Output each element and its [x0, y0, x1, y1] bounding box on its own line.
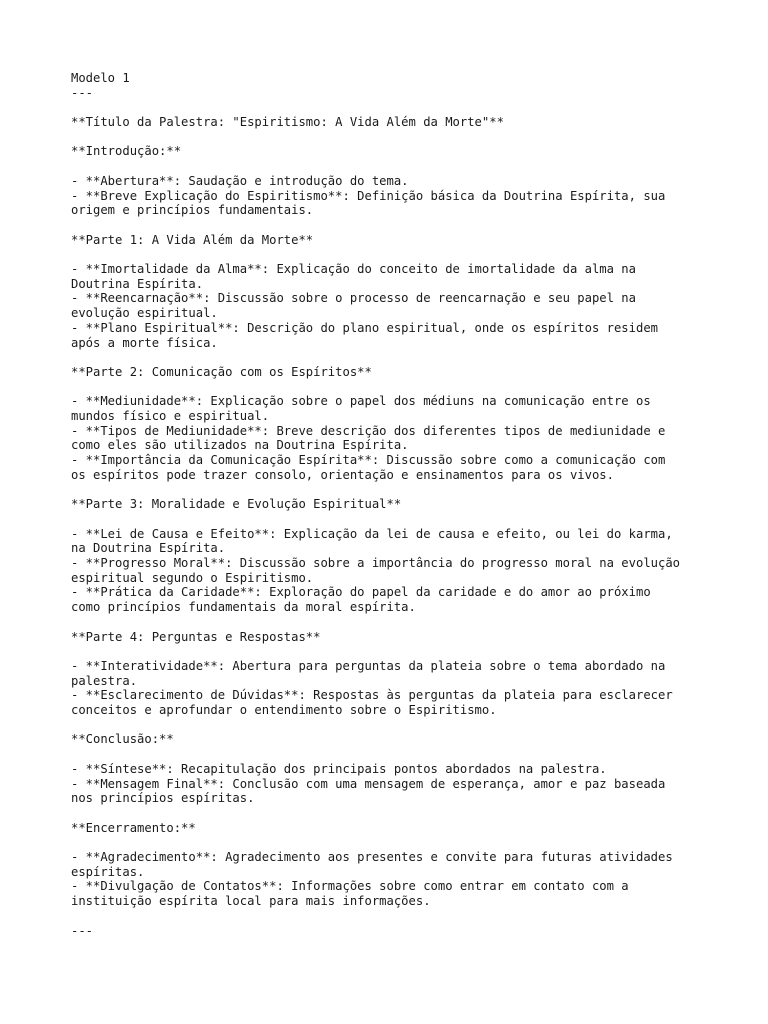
doc-line: - **Progresso Moral**: Discussão sobre a importância do progresso moral na evolução: [71, 556, 681, 571]
doc-line: - **Reencarnação**: Discussão sobre o processo de reencarnação e seu papel na: [71, 291, 636, 306]
doc-line: [71, 380, 731, 395]
doc-line: Modelo 1: [71, 71, 130, 85]
doc-line: conceitos e aprofundar o entendimento sobre o Espiritismo.: [71, 703, 497, 718]
doc-line: [71, 806, 731, 821]
doc-line: - **Mediunidade**: Explicação sobre o papel dos médiuns na comunicação entre os: [71, 394, 651, 409]
doc-line: - **Divulgação de Contatos**: Informações sobre como entrar em contato com a: [71, 879, 629, 894]
doc-line: - **Mensagem Final**: Conclusão com uma mensagem de esperança, amor e paz baseada: [71, 776, 666, 791]
doc-line: - **Prática da Caridade**: Exploração do papel da caridade e do amor ao próximo: [71, 585, 651, 600]
doc-line: - **Importância da Comunicação Espírita**: Discussão sobre como a comunicação com: [71, 453, 666, 468]
doc-line: instituição espírita local para mais informações.: [71, 894, 431, 909]
doc-line: [71, 100, 731, 115]
doc-line: **Parte 1: A Vida Além da Morte**: [71, 232, 314, 247]
doc-line: [71, 512, 731, 527]
doc-line: [71, 835, 731, 850]
doc-line: - **Agradecimento**: Agradecimento aos presentes e convite para futuras atividades: [71, 850, 673, 865]
doc-line: **Conclusão:**: [71, 732, 174, 747]
doc-line: [71, 247, 731, 262]
document-body: [71, 71, 731, 938]
doc-line: nos princípios espíritas.: [71, 791, 255, 806]
doc-line: como princípios fundamentais da moral espírita.: [71, 600, 416, 615]
doc-line: [71, 718, 731, 733]
doc-line: - **Interatividade**: Abertura para perguntas da plateia sobre o tema abordado na: [71, 658, 666, 673]
doc-line: [71, 130, 731, 145]
doc-line: espíritas.: [71, 864, 145, 879]
doc-line: - **Plano Espiritual**: Descrição do plano espiritual, onde os espíritos residem: [71, 320, 658, 335]
doc-line: - **Síntese**: Recapitulação dos principais pontos abordados na palestra.: [71, 761, 607, 776]
doc-line: espiritual segundo o Espiritismo.: [71, 570, 314, 585]
doc-line: [71, 747, 731, 762]
doc-line: [71, 909, 731, 924]
doc-line: - **Imortalidade da Alma**: Explicação do conceito de imortalidade da alma na: [71, 262, 636, 277]
doc-line: **Introdução:**: [71, 144, 182, 159]
doc-line: os espíritos pode trazer consolo, orientação e ensinamentos para os vivos.: [71, 467, 614, 482]
doc-line: [71, 615, 731, 630]
doc-line: - **Esclarecimento de Dúvidas**: Respostas às perguntas da plateia para esclarecer: [71, 688, 673, 703]
doc-line: [71, 644, 731, 659]
doc-line: mundos físico e espiritual.: [71, 409, 270, 424]
doc-line: ---: [71, 923, 94, 938]
doc-line: **Parte 3: Moralidade e Evolução Espiritual**: [71, 497, 402, 512]
doc-line: - **Lei de Causa e Efeito**: Explicação da lei de causa e efeito, ou lei do karma,: [71, 526, 673, 541]
doc-line: [71, 350, 731, 365]
doc-line: - **Abertura**: Saudação e introdução do tema.: [71, 173, 409, 188]
doc-line: ---: [71, 85, 94, 100]
doc-line: [71, 218, 731, 233]
doc-line: - **Tipos de Mediunidade**: Breve descrição dos diferentes tipos de mediunidade e: [71, 423, 666, 438]
doc-line: - **Breve Explicação do Espiritismo**: Definição básica da Doutrina Espírita, sua: [71, 188, 666, 203]
doc-line: após a morte física.: [71, 335, 218, 350]
doc-line: origem e princípios fundamentais.: [71, 203, 314, 218]
doc-line: [71, 483, 731, 498]
doc-line: como eles são utilizados na Doutrina Espírita.: [71, 438, 409, 453]
doc-line: [71, 159, 731, 174]
doc-line: **Encerramento:**: [71, 820, 196, 835]
doc-line: **Parte 4: Perguntas e Respostas**: [71, 629, 321, 644]
doc-line: Doutrina Espírita.: [71, 276, 204, 291]
doc-line: **Parte 2: Comunicação com os Espíritos**: [71, 364, 372, 379]
doc-line: palestra.: [71, 673, 138, 688]
doc-line: evolução espiritual.: [71, 306, 218, 321]
doc-line: **Título da Palestra: "Espiritismo: A Vida Além da Morte"**: [71, 115, 504, 130]
doc-line: na Doutrina Espírita.: [71, 541, 226, 556]
